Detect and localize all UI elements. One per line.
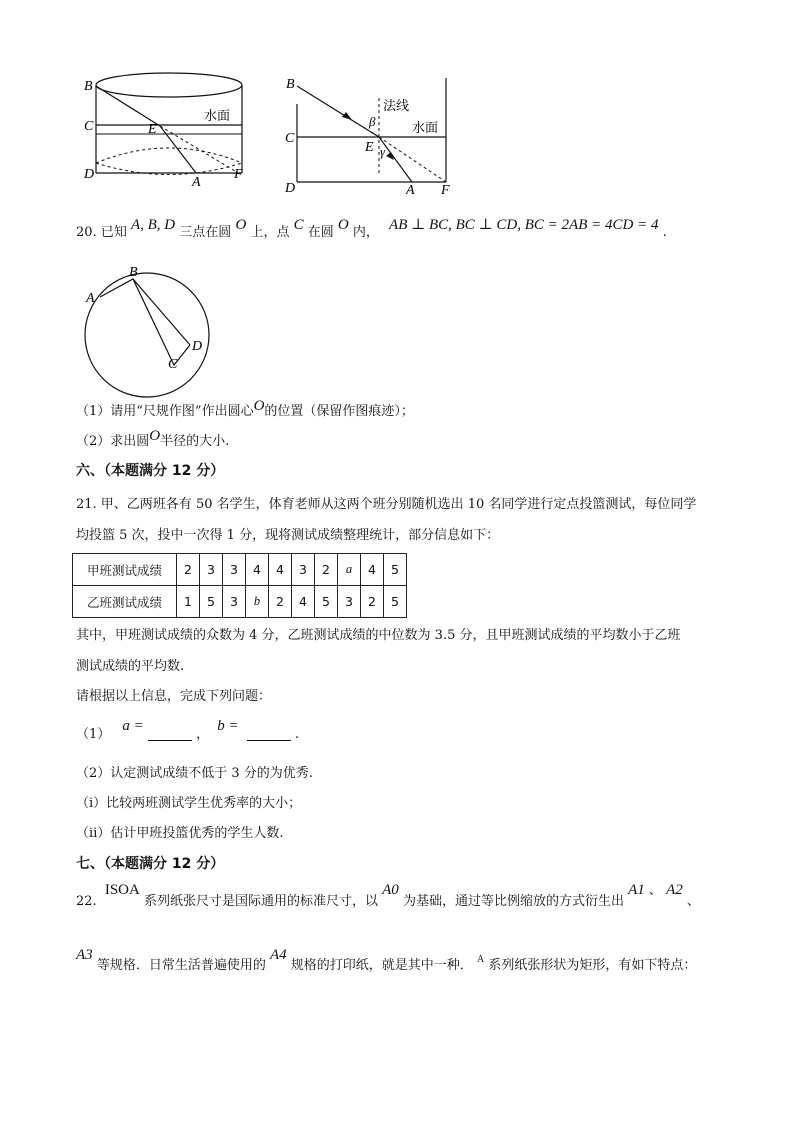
q20-part1 <box>76 398 414 422</box>
q20-part2-text-b: 半径的大小. <box>160 434 230 449</box>
q20-math-condition: AB ⊥ BC, BC ⊥ CD, BC = 2AB = 4CD = 4 <box>389 217 659 233</box>
table-cell: 2 <box>361 586 384 618</box>
label-B: B <box>286 77 295 92</box>
q21-line-4: 测试成绩的平均数. <box>76 659 185 674</box>
q20-part1-math-O: O <box>253 398 265 414</box>
q22-text-3: 、 <box>648 883 662 898</box>
q20-part2-text-a: （2）求出圆 <box>76 434 150 449</box>
q20-part2-math-O: O <box>149 428 161 444</box>
q22-line-2 <box>76 947 697 977</box>
label-A: A <box>192 175 201 190</box>
q20-part1-text-a: （1）请用“尺规作图”作出圆心 <box>76 404 254 419</box>
q20-text-4: 在圆 <box>307 225 334 240</box>
table-cell: 3 <box>223 586 246 618</box>
cylinder-figure <box>82 58 257 193</box>
q22-text-1: 系列纸张尺寸是国际通用的标准尺寸，以 <box>143 894 378 909</box>
circle-figure <box>80 262 215 402</box>
q21-part1-comma: ， <box>196 727 210 742</box>
label-A: A <box>406 183 415 196</box>
quadrilateral-ABCD <box>100 279 190 365</box>
ray-extension-dashed <box>160 126 240 174</box>
q21-part1 <box>76 718 300 745</box>
q20-text-5: 内， <box>352 225 379 240</box>
q20-number: 20. <box>76 225 97 240</box>
q22-math-A0: A0 <box>382 882 399 898</box>
q21-line-5: 请根据以上信息，完成下列问题： <box>76 689 272 704</box>
q22-text-6: 规格的打印纸，就是其中一种． <box>290 958 473 973</box>
table-cell: 5 <box>315 586 338 618</box>
label-A: A <box>86 291 95 306</box>
label-D: D <box>285 181 296 196</box>
q21-part1-b: b = <box>217 718 239 734</box>
answer-blank-b[interactable] <box>247 728 291 741</box>
q22-text-5: 等规格．日常生活普遍使用的 <box>96 958 266 973</box>
table-cell: 5 <box>200 586 223 618</box>
label-F: F <box>234 167 243 182</box>
water-label: 水面 <box>412 121 439 136</box>
label-E: E <box>365 140 374 155</box>
q21-part1-number: （1） <box>76 727 111 742</box>
q22-math-isoa: ISOA <box>104 882 140 898</box>
q20-part2 <box>76 428 230 452</box>
incident-ray <box>297 86 379 137</box>
q20-line <box>76 217 796 243</box>
q22-line-1 <box>76 882 700 912</box>
label-F: F <box>441 183 450 196</box>
q20-math-ABD: A, B, D <box>130 217 176 233</box>
table-cell: 2 <box>177 554 200 586</box>
label-gamma: γ <box>380 144 386 159</box>
label-D: D <box>84 167 95 182</box>
label-beta: β <box>369 114 376 129</box>
table-cell: 4 <box>292 586 315 618</box>
table-cell: 2 <box>269 586 292 618</box>
table-cell: 2 <box>315 554 338 586</box>
q22-text-7: 系列纸张形状为矩形，有如下特点： <box>488 958 697 973</box>
section-7-heading: 七、（本题满分 12 分） <box>76 856 225 872</box>
row-label-class-yi: 乙班测试成绩 <box>73 586 177 618</box>
ray-incident <box>96 86 160 126</box>
score-table <box>72 553 407 618</box>
cross-section-figure <box>280 74 460 196</box>
row-label-class-jia: 甲班测试成绩 <box>73 554 177 586</box>
extension-dashed <box>379 137 446 182</box>
q22-math-A2: A2 <box>666 882 683 898</box>
q20-text-6: . <box>662 225 667 240</box>
q20-text-3: 上，点 <box>250 225 290 240</box>
q20-math-O1: O <box>235 217 247 233</box>
table-cell: 4 <box>269 554 292 586</box>
table-row <box>73 554 407 586</box>
incident-arrow <box>342 112 352 120</box>
q22-text-2: 为基础，通过等比例缩放的方式衍生出 <box>402 894 624 909</box>
label-E: E <box>148 122 157 137</box>
q22-math-A3: A3 <box>76 947 93 963</box>
q21-line-3: 其中，甲班测试成绩的众数为 4 分，乙班测试成绩的中位数为 3.5 分，且甲班测试成绩的平均数小于乙班 <box>76 628 681 643</box>
q20-text-2: 三点在圆 <box>179 225 232 240</box>
table-cell: 3 <box>200 554 223 586</box>
normal-label: 法线 <box>383 99 410 114</box>
q22-number: 22. <box>76 894 97 909</box>
table-cell-variable-b: b <box>246 586 269 618</box>
q20-math-C: C <box>293 217 304 233</box>
q21-line-2: 均投篮 5 次，投中一次得 1 分，现将测试成绩整理统计，部分信息如下： <box>76 528 500 543</box>
q21-part1-end: . <box>294 727 300 742</box>
label-C: C <box>84 119 94 134</box>
label-B: B <box>84 79 93 94</box>
table-cell: 3 <box>292 554 315 586</box>
q20-text-1: 已知 <box>100 225 127 240</box>
table-cell: 3 <box>338 586 361 618</box>
water-label: 水面 <box>204 109 231 124</box>
label-D: D <box>192 339 203 354</box>
cylinder-top-ellipse <box>96 73 242 97</box>
section-6-heading: 六、（本题满分 12 分） <box>76 463 225 479</box>
q21-part2: （2）认定测试成绩不低于 3 分的为优秀. <box>76 766 313 781</box>
table-cell: 3 <box>223 554 246 586</box>
label-C: C <box>285 131 295 146</box>
table-cell: 1 <box>177 586 200 618</box>
circle-O <box>85 273 209 397</box>
q22-text-4: 、 <box>686 894 700 909</box>
table-cell-variable-a: a <box>338 554 361 586</box>
bottom-ellipse-back <box>96 148 242 163</box>
q22-math-A4: A4 <box>269 947 287 963</box>
answer-blank-a[interactable] <box>148 728 192 741</box>
table-cell: 4 <box>246 554 269 586</box>
q21-part2-ii: （ⅱ）估计甲班投篮优秀的学生人数. <box>76 826 284 841</box>
q22-math-A: A <box>476 954 485 965</box>
q22-math-A1: A1 <box>628 882 645 898</box>
segment-BD <box>133 279 190 345</box>
q21-line-1: 21. 甲、乙两班各有 50 名学生，体育老师从这两个班分别随机选出 10 名同学进行定点投篮测试，每位同学 <box>76 497 697 512</box>
label-C: C <box>168 357 178 372</box>
table-cell: 4 <box>361 554 384 586</box>
table-row <box>73 586 407 618</box>
q21-part1-a: a = <box>122 718 144 734</box>
q20-part1-text-b: 的位置（保留作图痕迹）； <box>264 404 414 419</box>
table-cell: 5 <box>384 554 407 586</box>
q20-math-O2: O <box>337 217 349 233</box>
label-B: B <box>129 265 138 280</box>
table-cell: 5 <box>384 586 407 618</box>
q21-part2-i: （ⅰ）比较两班测试学生优秀率的大小； <box>76 796 302 811</box>
